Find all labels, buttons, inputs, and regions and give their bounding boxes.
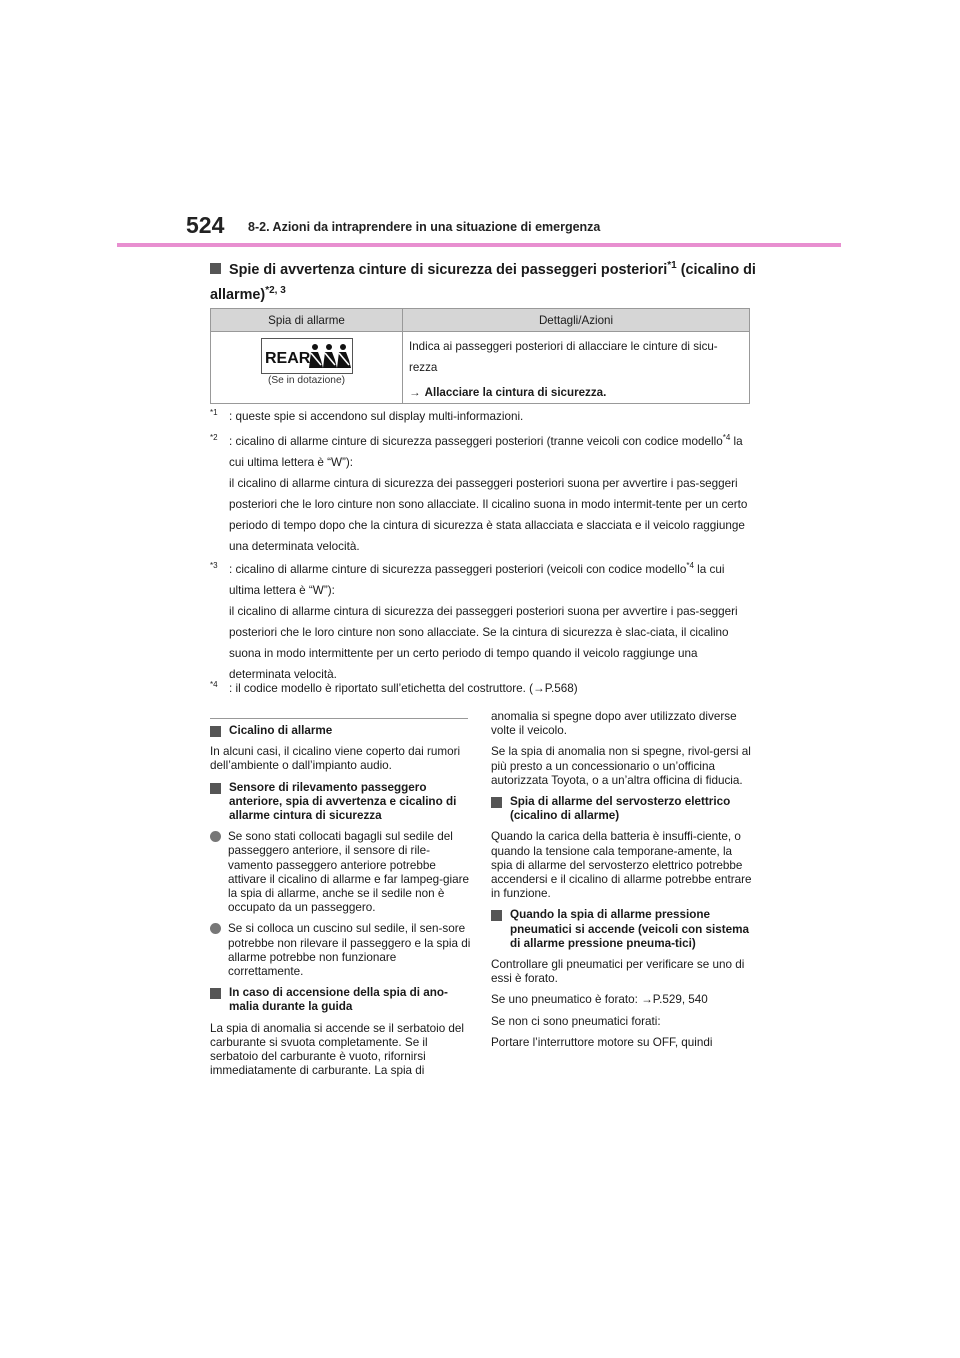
heading-cicalino: Cicalino di allarme — [210, 724, 472, 738]
lamp-rear-text: REAR — [264, 350, 310, 367]
arrow-icon: → — [533, 682, 545, 695]
chapter-title: 8-2. Azioni da intraprendere in una situazione di emergenza — [248, 220, 601, 234]
table-header-lamp: Spia di allarme — [211, 309, 403, 332]
warning-lamp-table — [210, 308, 750, 404]
rear-seatbelt-lamp-icon — [261, 338, 353, 374]
footnote-2: $^{*2}$ : cicalino di allarme cinture di sicurezza passeggeri posteriori (tranne veicoli con codice modello$^{*4}$ la cui ultima lettera è “W”): il cicalino di allarme cintura di sicurezza dei passeggeri posteriori suona per avvertire i pas-seggeri posteriori che le loro cinture non sono allacciate. Il cicalino suona in modo intermit-tente per un certo periodo di tempo dopo che la cintura di sicurezza è stata allacciata e slacciata e il veicolo raggiunge una determinata velocità. — [210, 431, 755, 557]
section-heading — [210, 258, 770, 308]
heading-text-1: Spie di avvertenza cinture di sicurezza dei passeggeri posteriori — [229, 262, 668, 278]
footnote-mark: *1 — [210, 408, 218, 418]
paragraph: anomalia si spegne dopo aver utilizzato diverse volte il veicolo. — [491, 710, 737, 738]
page-number: 524 — [186, 212, 225, 238]
arrow-icon: → — [641, 993, 653, 1007]
paragraph: La spia di anomalia si accende se il serbatoio del carburante si svuota completamente. Se il serbatoio del carburante è vuoto, rifornirsi immediatamente di carburante. La spia di — [210, 1021, 465, 1078]
square-bullet-icon — [491, 910, 502, 921]
lamp-cell — [211, 332, 403, 404]
footnote-3: $^{*3}$ : cicalino di allarme cinture di sicurezza passeggeri posteriori (veicoli con codice modello$^{*4}$ la cui ultima lettera è “W”): il cicalino di allarme cintura di sicurezza dei passeggeri posteriori suona per avvertire i pas-seggeri posteriori che le loro cinture non sono allacciate. Se la cintura di sicurezza è slac-ciata, il cicalino suona in modo intermittente per un certo periodo di tempo quando il veicolo raggiunge una determinata velocità. — [210, 559, 755, 685]
bullet-item: Se si colloca un cuscino sul sedile, il sen-sore potrebbe non rilevare il passeggero e la spia di allarme potrebbe non funzionare correttamente. — [210, 922, 472, 979]
paragraph: Portare l’interruttore motore su OFF, quindi — [491, 1035, 713, 1049]
paragraph: In alcuni casi, il cicalino viene coperto dai rumori dell’ambiente o dall’impianto audio. — [210, 745, 461, 773]
heading-anomalia: In caso di accensione della spia di ano-malia durante la guida — [210, 986, 472, 1014]
heading-sup-2: *2, 3 — [265, 285, 286, 297]
bullet-item: Se sono stati collocati bagagli sul sedile del passeggero anteriore, il sensore di rile-vamento passeggero anteriore potrebbe attivare il cicalino di allarme e far lampeg-giare la spia di allarme, anche se il sedile non è occupato da un passeggero. — [210, 830, 472, 915]
table-row — [211, 332, 750, 404]
square-bullet-icon — [210, 783, 221, 794]
left-column — [210, 724, 472, 1085]
circle-bullet-icon — [210, 831, 221, 842]
heading-sup-1: *1 — [667, 260, 677, 272]
footnote-1: $^{*1}$ : queste spie si accendono sul display multi-informazioni. — [210, 406, 755, 427]
heading-text-2: (cicalino di allarme) — [210, 262, 756, 303]
footnote-mark: *3 — [210, 561, 218, 571]
footnote-mark: *4 — [210, 680, 218, 690]
header-rule — [117, 243, 841, 247]
paragraph: Quando la carica della batteria è insuffi-ciente, o quando la tensione cala temporane-amente, la spia di allarme del servosterzo elettrico potrebbe accendersi e il cicalino di allarme potrebbe entrare in funzione. — [491, 830, 752, 901]
table-header-details: Dettagli/Azioni — [403, 309, 750, 332]
paragraph: Se non ci sono pneumatici forati: — [491, 1014, 661, 1028]
paragraph: Se uno pneumatico è forato: →P.529, 540 — [491, 993, 708, 1007]
divider-line — [210, 718, 468, 719]
right-column — [491, 710, 753, 1057]
circle-bullet-icon — [210, 923, 221, 934]
square-bullet-icon — [210, 726, 221, 737]
heading-pressione-pneumatici: Quando la spia di allarme pressione pneumatici si accende (veicoli con sistema di allarme pressione pneuma-tici) — [491, 908, 753, 951]
footnote-mark: *2 — [210, 433, 218, 443]
footnote-4: $^{*4}$ : il codice modello è riportato sull’etichetta del costruttore. (→P.568) — [210, 678, 755, 699]
detail-cell — [403, 332, 750, 404]
detail-action: → Allacciare la cintura di sicurezza. — [409, 386, 607, 399]
arrow-icon: → — [409, 386, 421, 399]
lamp-caption: (Se in dotazione) — [267, 375, 346, 386]
paragraph: Controllare gli pneumatici per verificare se uno di essi è forato. — [491, 958, 745, 986]
square-bullet-icon — [210, 263, 221, 274]
paragraph: Se la spia di anomalia non si spegne, rivol-gersi al più presto a un concessionario o un’officina autorizzata Toyota, o a un’altra officina di fiducia. — [491, 745, 751, 787]
square-bullet-icon — [210, 988, 221, 999]
heading-sensore: Sensore di rilevamento passeggero anteriore, spia di avvertenza e cicalino di allarme cintura di sicurezza — [210, 781, 472, 824]
heading-servosterzo: Spia di allarme del servosterzo elettrico (cicalino di allarme) — [491, 795, 753, 823]
square-bullet-icon — [491, 797, 502, 808]
detail-text: Indica ai passeggeri posteriori di allacciare le cinture di sicu-rezza — [409, 340, 718, 374]
